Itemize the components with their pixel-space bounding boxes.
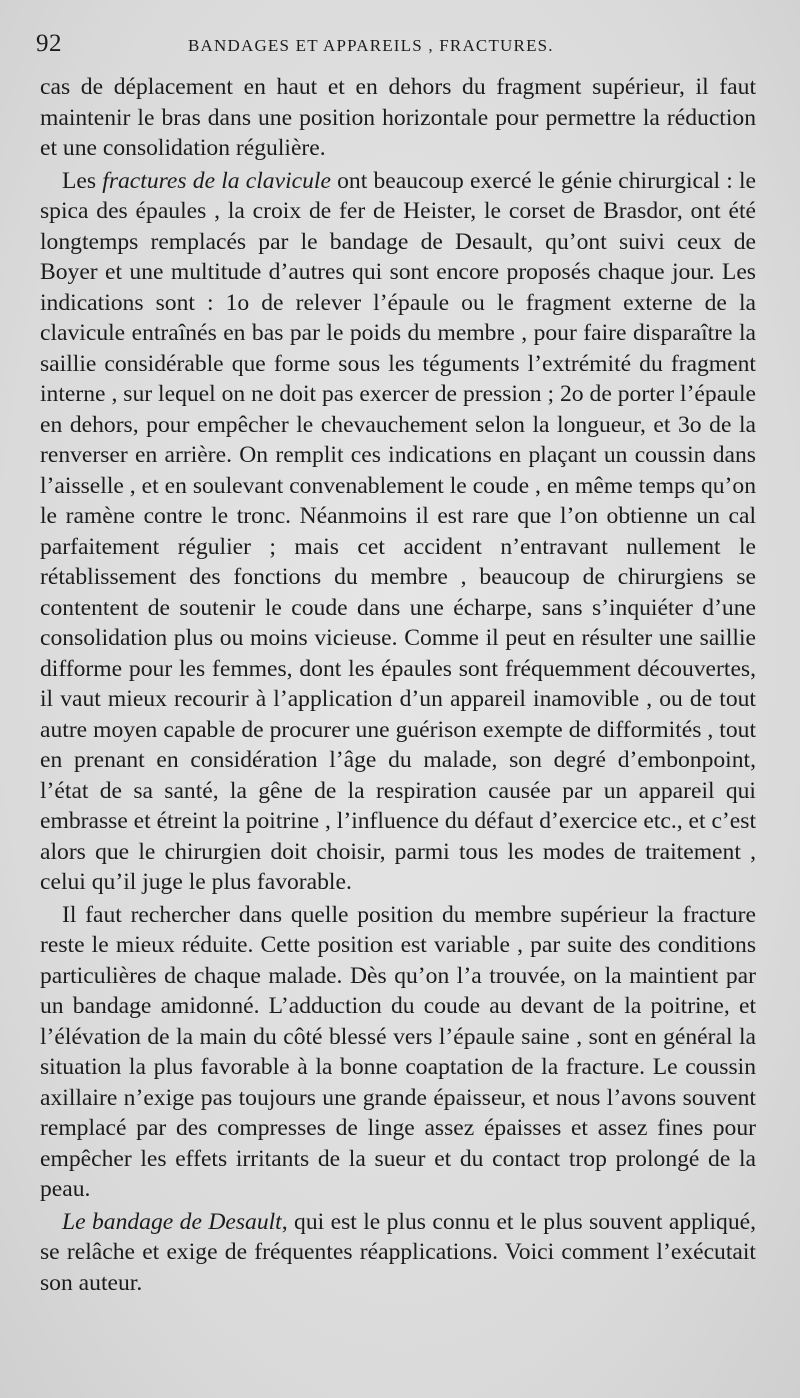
paragraph-text: cas de déplacement en haut et en dehors du fragment supérieur, il faut maintenir le bras dans une position horizontale pour permettre la réduction et une consolidation régulière. — [40, 74, 756, 161]
italic-term: fractures de la clavicule — [102, 167, 331, 194]
italic-term: Le bandage de Desault — [62, 1208, 282, 1235]
page-header — [36, 30, 760, 60]
running-head: BANDAGES ET APPAREILS , FRACTURES. — [188, 36, 554, 55]
page-number: 92 — [36, 30, 62, 57]
paragraph-desault-bandage — [40, 1207, 756, 1299]
body-text — [40, 72, 756, 1298]
paragraph-text: ont beaucoup exercé le génie chirurgical : le spica des épaules , la croix de fer de Heister, le corset de Brasdor, ont été longtemps remplacés par le bandage de Desault, qu’ont suivi ceux de Boyer et une multitude d’autres qui sont encore proposés chaque jour. Les indications sont : 1o de relever l’épaule ou le fragment externe de la clavicule entraînés en bas par le poids du membre , pour faire disparaître la saillie considérable que forme sous les téguments l’extrémité du fragment interne , sur lequel on ne doit pas exercer de pression ; 2o de porter l’épaule en dehors, pour empêcher le chevauchement selon la longueur, et 3o de la renverser en arrière. On remplit ces indications en plaçant un coussin dans l’aisselle , et en soulevant convenablement le coude , en même temps qu’on le ramène contre le tronc. Néanmoins il est rare que l’on obtienne un cal parfaitement régulier ; mais cet accident n’entravant nullement le rétablissement des fonctions du membre , beaucoup de chirurgiens se contentent de soutenir le coude dans une écharpe, sans s’inquiéter d’une consolidation plus ou moins vicieuse. Comme il peut en résulter une saillie difforme pour les femmes, dont les épaules sont fréquemment découvertes, il vaut mieux recourir à l’application d’un appareil inamovible , ou de tout autre moyen capable de procurer une guérison exempte de difformités , tout en prenant en considération l’âge du malade, son degré d’embonpoint, l’état de sa santé, la gêne de la respiration causée par un appareil qui embrasse et étreint la poitrine , l’influence du défaut d’exercice etc., et c’est alors que le chirurgien doit choisir, parmi tous les modes de traitement , celui qu’il juge le plus favorable. — [40, 167, 756, 895]
paragraph-text: Il faut rechercher dans quelle position du membre supérieur la fracture reste le mieux réduite. Cette position est variable , par suite des conditions particulières de chaque malade. Dès qu’on l’a trouvée, on la maintient par un bandage amidonné. L’adduction du coude au devant de la poitrine, et l’élévation de la main du côté blessé vers l’épaule saine , sont en général la situation la plus favorable à la bonne coaptation de la fracture. Le coussin axillaire n’exige pas toujours une grande épaisseur, et nous l’avons souvent remplacé par des compresses de linge assez épaisses et assez fines pour empêcher les effets irritants de la sueur et du contact trop prolongé de la peau. — [40, 901, 756, 1202]
paragraph-clavicle-fractures — [40, 166, 756, 898]
paragraph-continuation — [40, 72, 756, 164]
paragraph-text: , qui est le plus connu et le plus souvent appliqué, se relâche et exige de fréquentes réapplications. Voici comment l’exécutait son auteur. — [40, 1208, 756, 1296]
paragraph-lead: Les — [62, 167, 103, 194]
paragraph-position — [40, 900, 756, 1205]
